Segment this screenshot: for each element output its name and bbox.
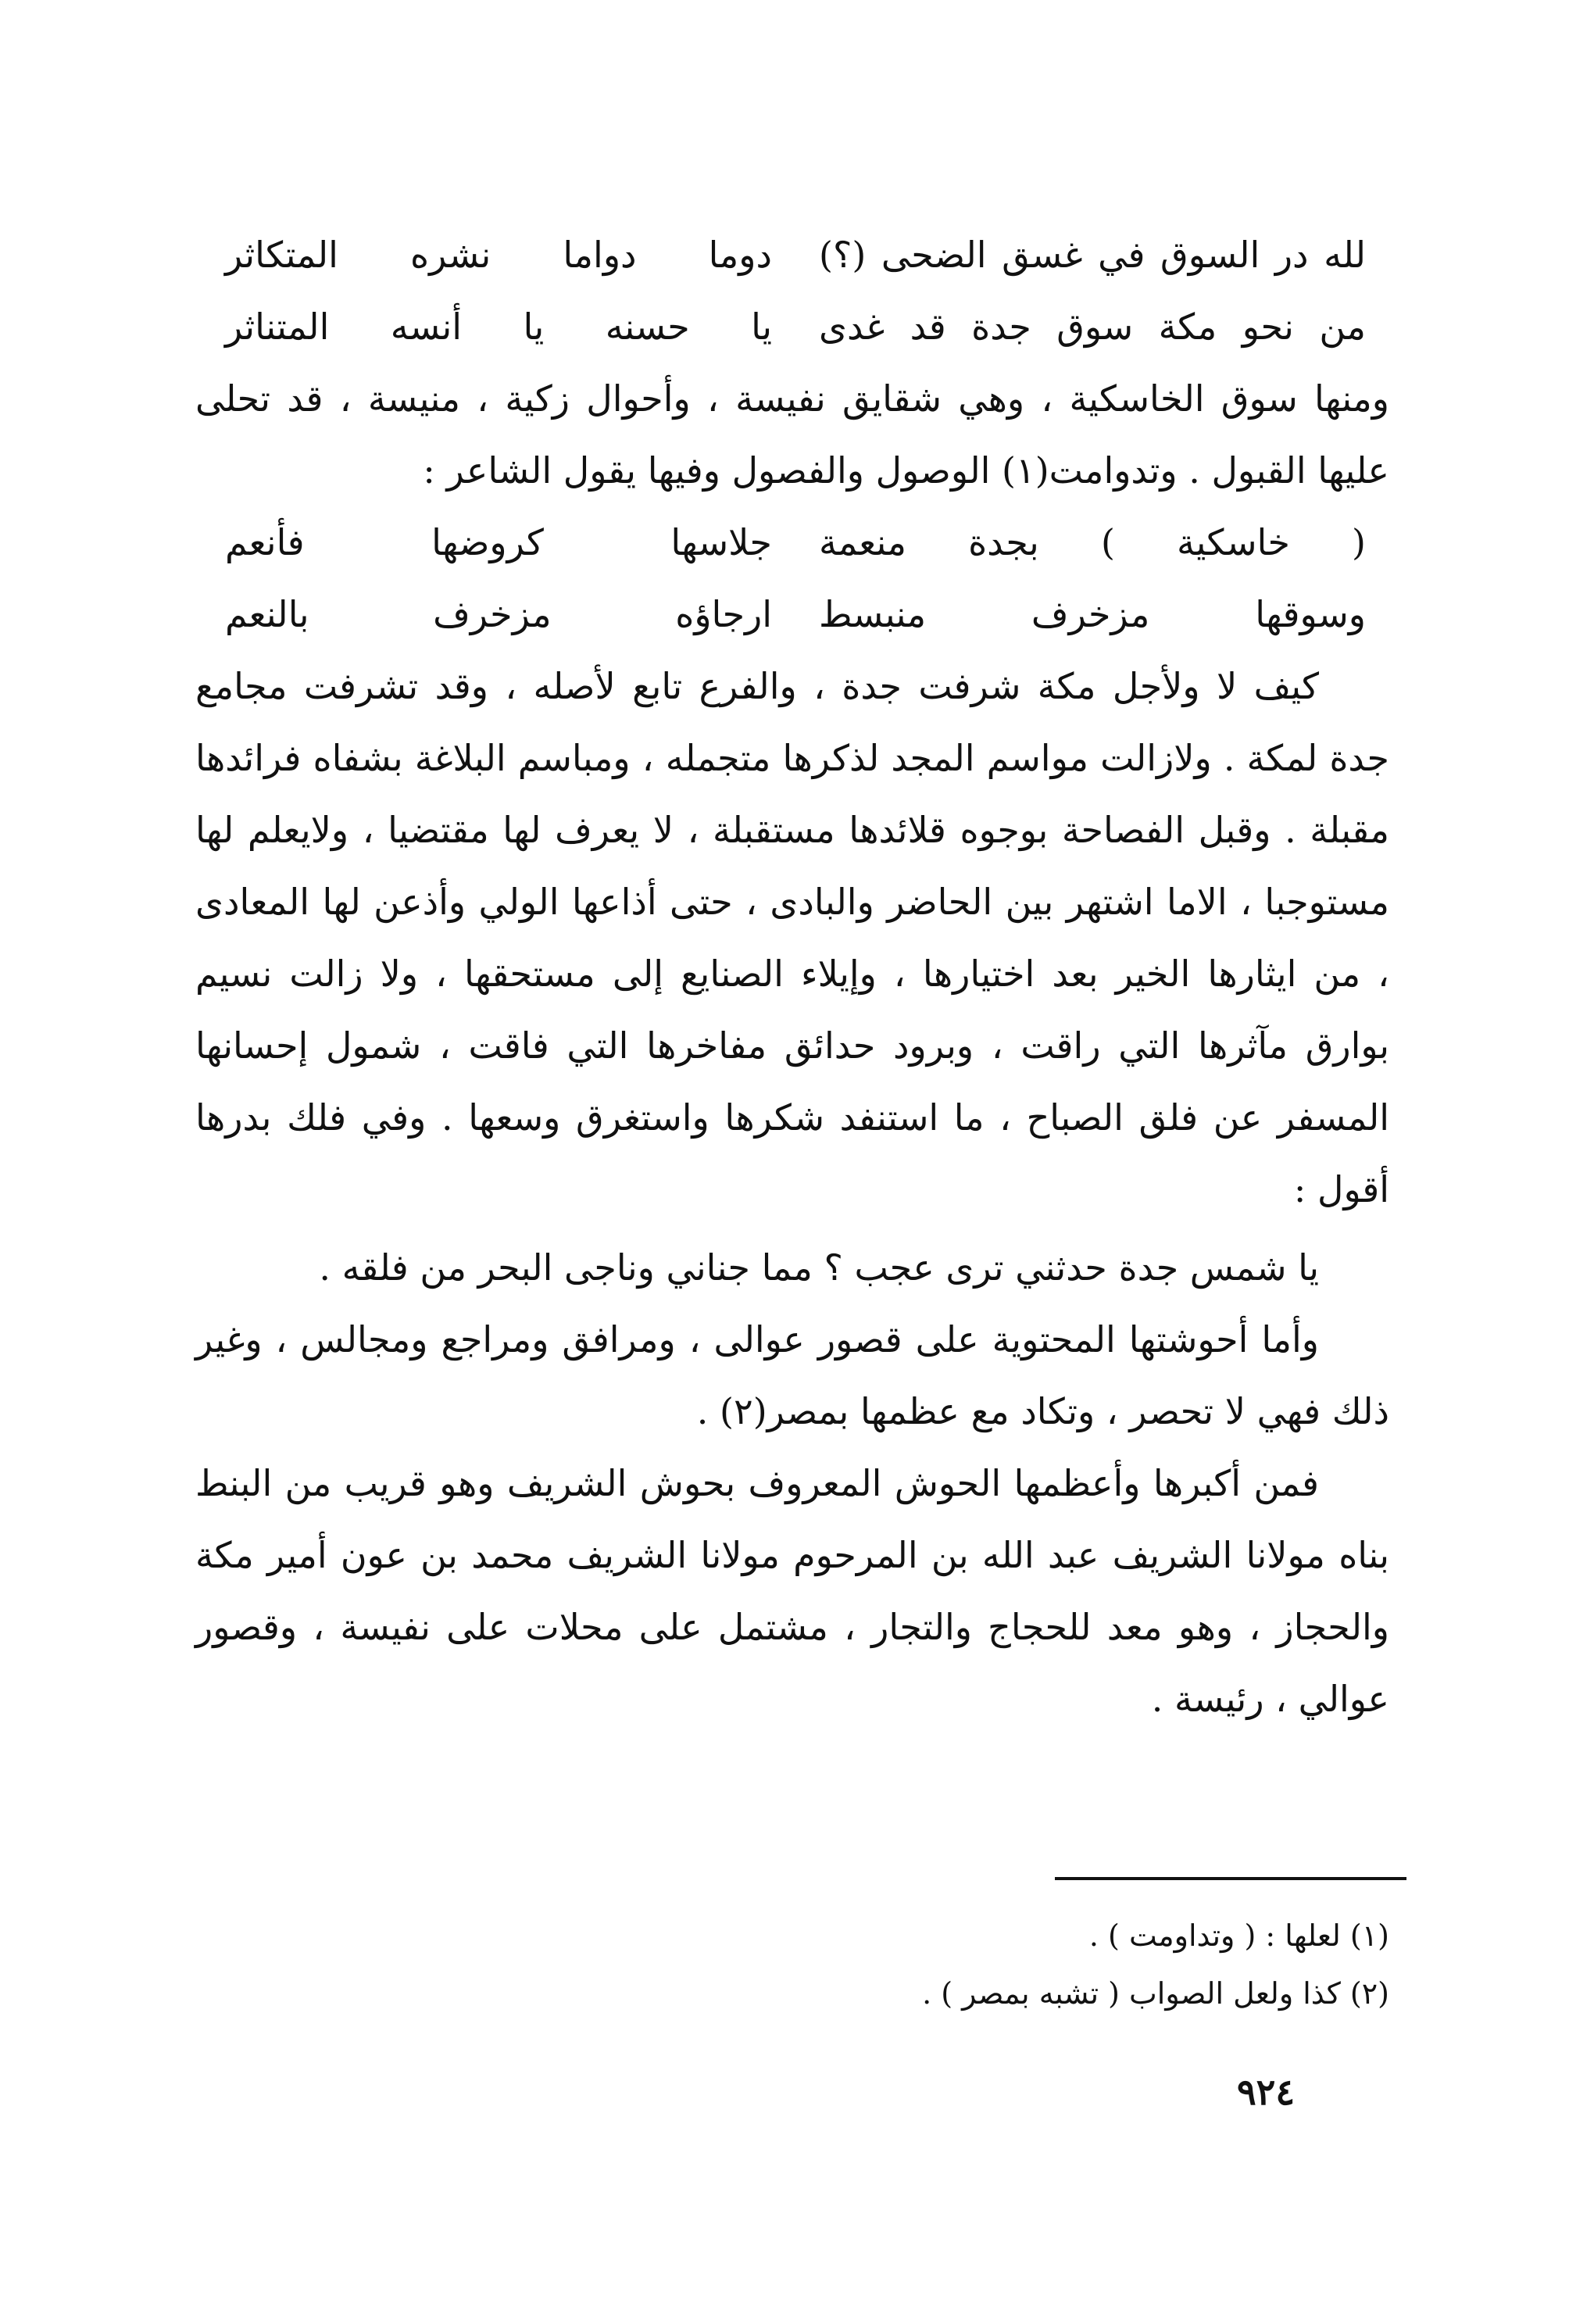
paragraph: ومنها سوق الخاسكية ، وهي شقايق نفيسة ، وأحوال زكية ، منيسة ، قد تحلى عليها القبول . وتدوامت(١) الوصول والفصول وفيها يقول الشاعر :: [195, 377, 1389, 492]
verse-line: [225, 291, 1366, 363]
verse-line: [225, 506, 1366, 578]
verse-hemistich-right: لله در السوق في غسق الضحى (؟): [819, 234, 1366, 276]
paragraph: كيف لا ولأجل مكة شرفت جدة ، والفرع تابع لأصله ، وقد تشرفت مجامع جدة لمكة . ولازالت مواسم المجد لذكرها متجمله ، ومباسم البلاغة بشفاه فرائدها مقبلة . وقبل الفصاحة بوجوه قلائدها مستقبلة ، لا يعرف لها مقتضيا ، ولايعلم لها مستوجبا ، الاما اشتهر بين الحاضر والبادى ، حتى أذاعها الولي وأذعن لها المعادى ، من ايثارها الخير بعد اختيارها ، وإيلاء الصنايع إلى مستحقها ، ولا زالت نسيم بوارق مآثرها التي راقت ، وبرود حدائق مفاخرها التي فاقت ، شمول إحسانها المسفر عن فلق الصباح ، ما استنفد شكرها واستغرق وسعها . وفي فلك بدرها أقول :: [195, 665, 1389, 1210]
paragraph: فمن أكبرها وأعظمها الحوش المعروف بحوش الشريف وهو قريب من البنط بناه مولانا الشريف عبد الله بن المرحوم مولانا الشريف محمد بن عون أمير مكة والحجاز ، وهو معد للحجاج والتجار ، مشتمل على محلات على نفيسة ، وقصور عوالي ، رئيسة .: [195, 1462, 1389, 1720]
verse-hemistich-right: ( خاسكية ) بجدة منعمة: [819, 521, 1366, 563]
verse-line: [225, 578, 1366, 650]
verse-hemistich-right: من نحو مكة سوق جدة قد غدى: [819, 306, 1366, 348]
verse-hemistich-left: ارجاؤه مزخرف بالنعم: [225, 593, 772, 635]
paragraph: وأما أحوشتها المحتوية على قصور عوالى ، ومرافق ومراجع ومجالس ، وغير ذلك فهي لا تحصر ، وتكاد مع عظمها بمصر(٢) .: [195, 1318, 1389, 1432]
footnotes: [195, 1907, 1389, 2022]
page-number: ٩٢٤: [1236, 2071, 1296, 2113]
footnote-2: (٢) كذا ولعل الصواب ( تشبه بمصر ) .: [922, 1976, 1389, 2011]
verse-line: [225, 219, 1366, 291]
verse-hemistich-left: جلاسها كروضها فأنعم: [225, 521, 772, 563]
single-verse-line: يا شمس جدة حدثني ترى عجب ؟ مما جناني وناجى البحر من فلقه .: [319, 1246, 1319, 1289]
verse-hemistich-left: يا حسنه يا أنسه المتناثر: [225, 306, 772, 348]
footnote-1: (١) لعلها : ( وتداومت ) .: [1088, 1918, 1389, 1953]
verse-hemistich-left: دوما دواما نشره المتكاثر: [225, 234, 772, 276]
footnote-separator: [1055, 1877, 1406, 1880]
verse-hemistich-right: وسوقها مزخرف منبسط: [819, 593, 1366, 635]
